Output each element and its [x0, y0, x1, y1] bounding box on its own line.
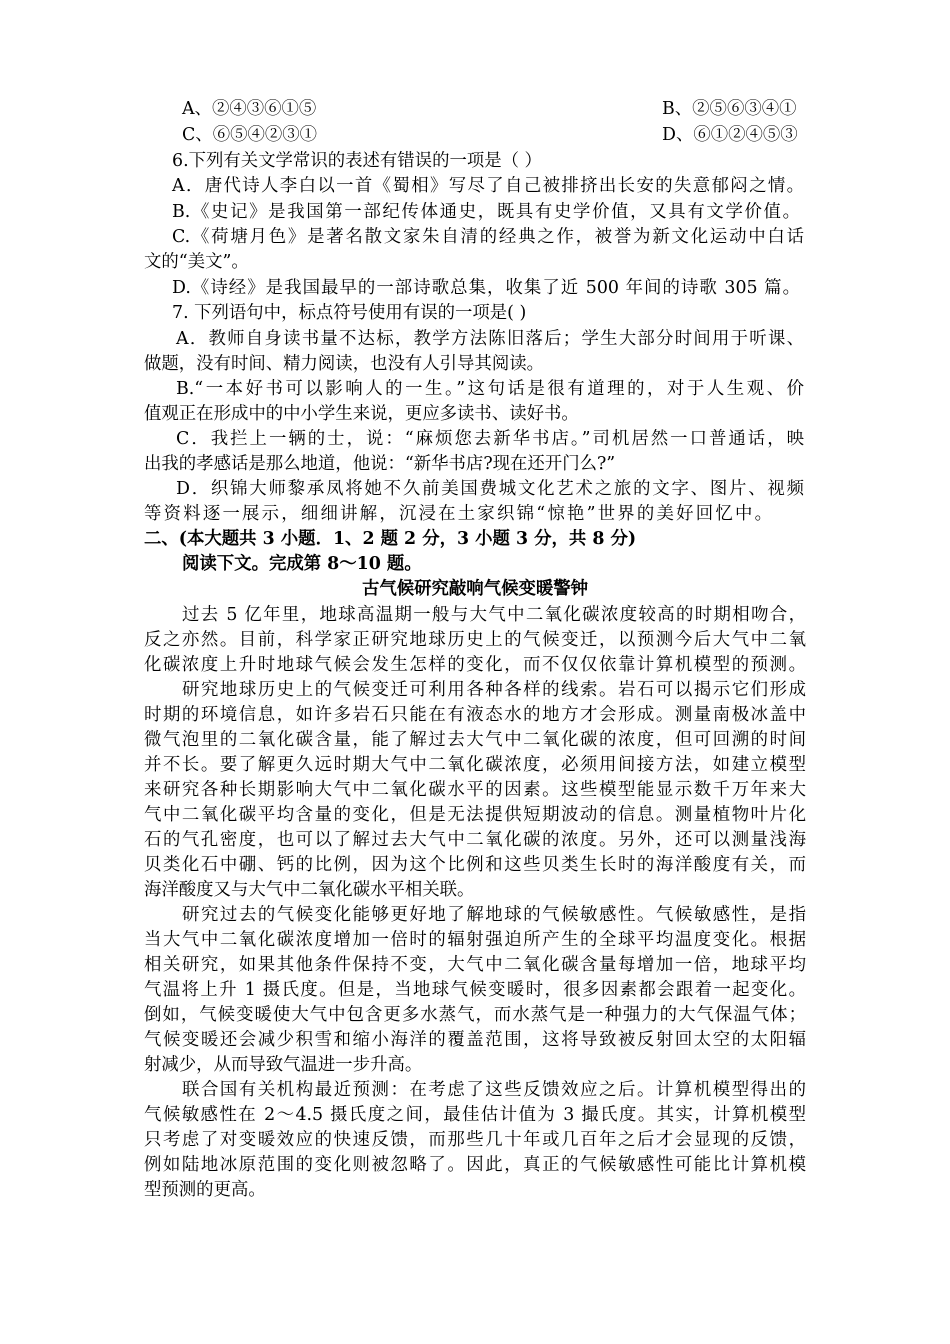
article-line: 型预测的更高。	[144, 1180, 266, 1200]
q6-option-c-line1: C.《荷塘月色》是著名散文家朱自清的经典之作，被誉为新文化运动中白话	[172, 227, 804, 247]
q7-option-d-line1: D．织锦大师黎承凤将她不久前美国费城文化艺术之旅的文字、图片、视频	[176, 479, 804, 499]
article-line: 并不长。要了解更久远时期大气中二氧化碳浓度，必须用间接方法，如建立模型	[144, 755, 806, 775]
article-line: 当大气中二氧化碳浓度增加一倍时的辐射强迫所产生的全球平均温度变化。根据	[144, 930, 806, 950]
article-line: 联合国有关机构最近预测：在考虑了这些反馈效应之后。计算机模型得出的	[182, 1080, 806, 1100]
article-line: 微气泡里的二氧化碳含量，能了解过去大气中二氧化碳的浓度，但可回溯的时间	[144, 730, 806, 750]
article-line: 研究地球历史上的气候变迁可利用各种各样的线索。岩石可以揭示它们形成	[182, 680, 806, 700]
article-line: 时期的环境信息，如许多岩石只能在有液态水的地方才会形成。测量南极冰盖中	[144, 705, 806, 725]
article-line: 来研究各种长期影响大气中二氧化碳水平的因素。这些模型能显示数千万年来大	[144, 780, 806, 800]
article-line: 例如陆地冰原范围的变化则被忽略了。因此，真正的气候敏感性可能比计算机模	[144, 1155, 806, 1175]
article-line: 反之亦然。目前，科学家正研究地球历史上的气候变迁，以预测今后大气中二氧	[144, 630, 806, 650]
q5-option-d: D、⑥①②④⑤③	[662, 125, 798, 145]
q5-option-b: B、②⑤⑥③④①	[662, 99, 797, 119]
q7-option-c-line2: 出我的孝感话是那么地道，他说：“新华书店?现在还开门么?”	[144, 454, 616, 474]
article-line: 射减少，从而导致气温进一步升高。	[144, 1055, 423, 1075]
article-line: 相关研究，如果其他条件保持不变，大气中二氧化碳含量每增加一倍，地球平均	[144, 955, 806, 975]
q6-option-b: B.《史记》是我国第一部纪传体通史，既具有史学价值，又具有文学价值。	[172, 202, 800, 222]
q5-option-a: A、②④③⑥①⑤	[182, 99, 317, 119]
article-line: 研究过去的气候变化能够更好地了解地球的气候敏感性。气候敏感性，是指	[182, 905, 806, 925]
section2-heading: 二、(本大题共 3 小题．1、2 题 2 分，3 小题 3 分，共 8 分)	[144, 529, 637, 549]
q6-stem: 6.下列有关文学常识的表述有错误的一项是（ ）	[172, 151, 542, 171]
article-line: 海洋酸度又与大气中二氧化碳水平相关联。	[144, 880, 475, 900]
q6-option-a: A．唐代诗人李白以一首《蜀相》写尽了自己被排挤出长安的失意郁闷之情。	[172, 176, 804, 196]
article-line: 贝类化石中硼、钙的比例，因为这个比例和这些贝类生长时的海洋酸度有关，而	[144, 855, 806, 875]
article-line: 气候敏感性在 2～4.5 摄氏度之间，最佳估计值为 3 撮氏度。其实，计算机模型	[144, 1105, 806, 1125]
article-line: 气中二氧化碳平均含量的变化，但是无法提供短期波动的信息。测量植物叶片化	[144, 805, 806, 825]
article-line: 过去 5 亿年里，地球高温期一般与大气中二氧化碳浓度较高的时期相吻合，	[182, 605, 806, 625]
q7-stem: 7. 下列语句中，标点符号使用有误的一项是( )	[172, 303, 527, 323]
article-line: 气温将上升 1 摄氏度。但是，当地球气候变暖时，很多因素都会跟着一起变化。	[144, 980, 806, 1000]
q7-option-c-line1: C．我拦上一辆的士，说：“麻烦您去新华书店。”司机居然一口普通话，映	[176, 429, 804, 449]
q7-option-a-line1: A．教师自身读书量不达标，教学方法陈旧落后；学生大部分时间用于听课、	[176, 329, 804, 349]
q7-option-a-line2: 做题，没有时间、精力阅读，也没有人引导其阅读。	[144, 354, 544, 374]
article-title: 古气候研究敲响气候变暖警钟	[361, 579, 589, 599]
article-line: 气候变暖还会减少积雪和缩小海洋的覆盖范围，这将导致被反射回太空的太阳辐	[144, 1030, 806, 1050]
article-line: 化碳浓度上升时地球气候会发生怎样的变化，而不仅仅依靠计算机模型的预测。	[144, 655, 806, 675]
q7-option-b-line2: 值观正在形成中的中小学生来说，更应多读书、读好书。	[144, 404, 579, 424]
q7-option-b-line1: B.“一本好书可以影响人的一生。”这句话是很有道理的，对于人生观、价	[176, 379, 804, 399]
section2-instruction: 阅读下文。完成第 8～10 题。	[182, 554, 422, 574]
article-line: 石的气孔密度，也可以了解过去大气中二氧化碳的浓度。另外，还可以测量浅海	[144, 830, 806, 850]
q7-option-d-line2: 等资料逐一展示，细细讲解，沉浸在土家织锦“惊艳”世界的美好回忆中。	[144, 504, 772, 524]
article-line: 倒如，气候变暖使大气中包含更多水蒸气，而水蒸气是一种强力的大气保温气体；	[144, 1005, 806, 1025]
q5-option-c: C、⑥⑤④②③①	[182, 125, 318, 145]
article-line: 只考虑了对变暖效应的快速反馈，而那些几十年或几百年之后才会显现的反馈，	[144, 1130, 806, 1150]
q6-option-c-line2: 文的“美文”。	[144, 252, 249, 272]
q6-option-d: D.《诗经》是我国最早的一部诗歌总集，收集了近 500 年间的诗歌 305 篇。	[172, 278, 800, 298]
